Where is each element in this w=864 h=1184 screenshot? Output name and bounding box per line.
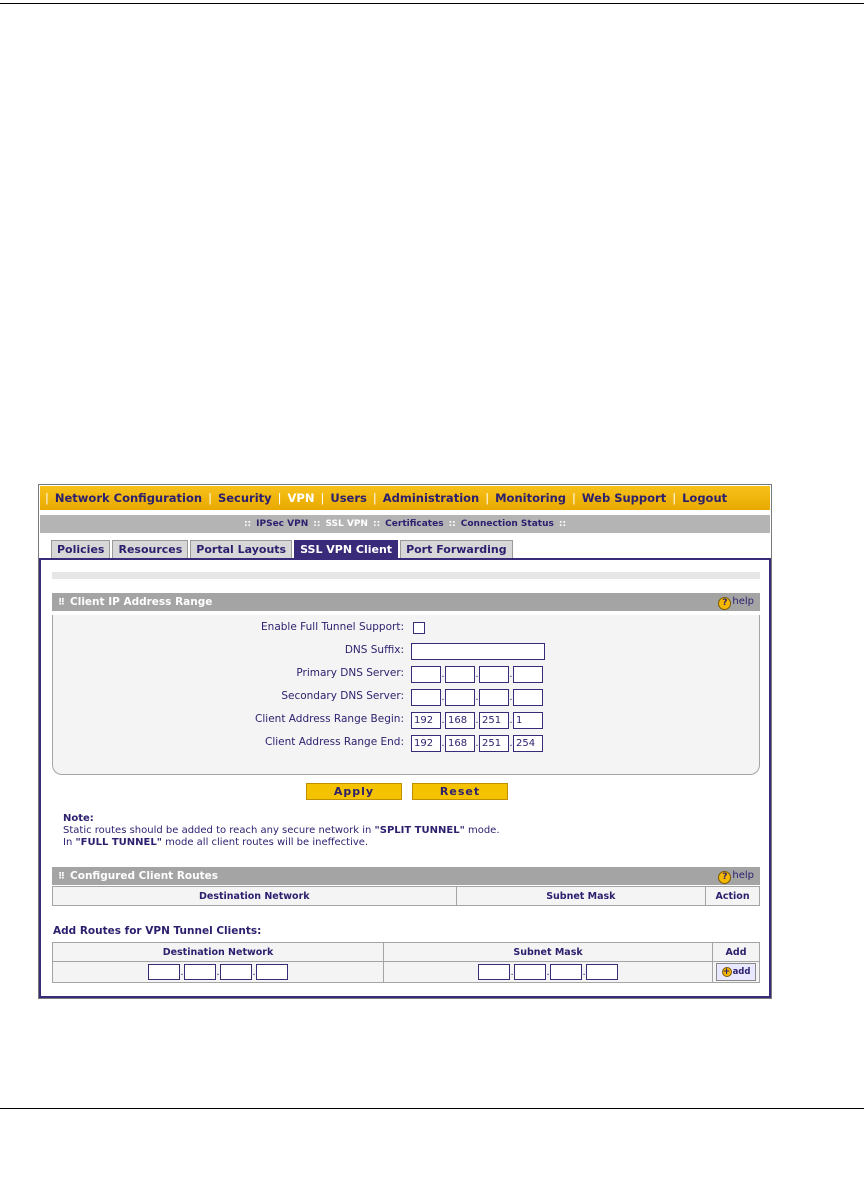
dest-network-octet-2[interactable] — [184, 964, 216, 980]
reset-button[interactable]: Reset — [412, 783, 508, 800]
secondary-dns-octet-2[interactable] — [445, 689, 475, 706]
subnav-connection-status[interactable]: Connection Status — [460, 519, 554, 529]
dns-suffix-row — [53, 642, 761, 660]
range-begin-octet-3[interactable] — [479, 712, 509, 729]
full-tunnel-row — [53, 619, 761, 637]
subnet-mask-octet-3[interactable] — [550, 964, 582, 980]
sub-nav: :: IPSec VPN :: SSL VPN :: Certificates :: Connection Status :: — [40, 515, 770, 533]
nav-administration[interactable]: Administration — [382, 491, 480, 505]
section-title: Configured Client Routes — [70, 870, 219, 882]
subnet-mask-octet-1[interactable] — [478, 964, 510, 980]
full-tunnel-checkbox[interactable] — [413, 622, 425, 634]
grip-icon: ⠿ — [58, 598, 65, 608]
nav-users[interactable]: Users — [330, 491, 367, 505]
help-icon: ? — [718, 871, 731, 884]
primary-dns-row: Primary DNS Server: . . . — [53, 665, 761, 683]
add-routes-title: Add Routes for VPN Tunnel Clients: — [53, 925, 262, 937]
primary-dns-octet-1[interactable] — [411, 666, 441, 683]
destination-network-cell: . . . — [53, 962, 384, 983]
subnav-ipsec-vpn[interactable]: IPSec VPN — [256, 519, 309, 529]
dns-suffix-label: DNS Suffix: — [344, 644, 404, 656]
secondary-dns-row: Secondary DNS Server: . . . — [53, 688, 761, 706]
client-ip-section-header — [52, 593, 760, 611]
note-line-1: Static routes should be added to reach any secure network in "SPLIT TUNNEL" mode. — [63, 825, 500, 836]
range-end-label: Client Address Range End: — [265, 736, 404, 748]
nav-logout[interactable]: Logout — [682, 491, 728, 505]
range-begin-octet-4[interactable] — [513, 712, 543, 729]
dest-network-octet-3[interactable] — [220, 964, 252, 980]
tab-bar — [51, 540, 513, 558]
column-header: Action — [706, 887, 760, 906]
note-heading: Note: — [63, 813, 94, 824]
nav-separator: | — [45, 491, 49, 505]
column-header: Subnet Mask — [456, 887, 706, 906]
nav-monitoring[interactable]: Monitoring — [495, 491, 567, 505]
help-link[interactable]: ? help — [718, 867, 754, 885]
primary-dns-octet-4[interactable] — [513, 666, 543, 683]
note-block — [63, 813, 500, 849]
add-routes-table — [52, 942, 760, 983]
primary-dns-label: Primary DNS Server: — [296, 667, 404, 679]
plus-icon: + — [722, 967, 731, 977]
subnet-mask-cell: . . . — [384, 962, 713, 983]
primary-dns-octet-3[interactable] — [479, 666, 509, 683]
main-nav: | Network Configuration | Security | VPN | Users | Administration | Monitoring | Web Support | Logout — [40, 486, 770, 510]
secondary-dns-label: Secondary DNS Server: — [281, 690, 404, 702]
grip-icon: ⠿ — [58, 872, 65, 882]
primary-dns-octet-2[interactable] — [445, 666, 475, 683]
apply-button[interactable]: Apply — [306, 783, 402, 800]
range-end-octet-2[interactable] — [445, 735, 475, 752]
range-end-row: Client Address Range End: 192 . 168 . 251 . 254 — [53, 734, 761, 752]
section-title: Client IP Address Range — [70, 596, 213, 608]
add-cell — [713, 962, 760, 983]
dest-network-octet-4[interactable] — [256, 964, 288, 980]
nav-network-configuration[interactable]: Network Configuration — [54, 491, 203, 505]
help-link[interactable]: ? help — [718, 593, 754, 611]
help-icon: ? — [718, 597, 731, 610]
add-route-button[interactable]: + add — [716, 963, 756, 981]
column-header: Add — [713, 943, 760, 962]
dest-network-octet-1[interactable] — [148, 964, 180, 980]
tab-port-forwarding[interactable]: Port Forwarding — [400, 540, 513, 558]
tab-resources[interactable]: Resources — [112, 540, 188, 558]
tab-portal-layouts[interactable]: Portal Layouts — [190, 540, 292, 558]
nav-vpn[interactable]: VPN — [287, 491, 315, 505]
secondary-dns-octet-3[interactable] — [479, 689, 509, 706]
range-begin-label: Client Address Range Begin: — [255, 713, 404, 725]
tab-ssl-vpn-client[interactable]: SSL VPN Client — [294, 540, 398, 558]
page-top-rule — [0, 3, 864, 4]
subnav-certificates[interactable]: Certificates — [385, 519, 444, 529]
column-header: Destination Network — [53, 943, 384, 962]
dns-suffix-input[interactable] — [411, 643, 545, 660]
range-end-octet-4[interactable] — [513, 735, 543, 752]
range-end-octet-3[interactable] — [479, 735, 509, 752]
full-tunnel-label: Enable Full Tunnel Support: — [261, 621, 404, 633]
column-header: Subnet Mask — [384, 943, 713, 962]
client-ip-form — [52, 615, 760, 775]
ssl-vpn-client-screenshot — [38, 484, 772, 999]
page-bottom-rule — [0, 1108, 864, 1109]
secondary-dns-octet-1[interactable] — [411, 689, 441, 706]
note-line-2: In "FULL TUNNEL" mode all client routes will be ineffective. — [63, 837, 369, 848]
subnet-mask-octet-2[interactable] — [514, 964, 546, 980]
status-bar — [52, 572, 760, 579]
range-begin-octet-1[interactable] — [411, 712, 441, 729]
range-end-octet-1[interactable] — [411, 735, 441, 752]
nav-security[interactable]: Security — [217, 491, 272, 505]
configured-routes-header — [52, 867, 760, 885]
subnav-ssl-vpn[interactable]: SSL VPN — [325, 519, 368, 529]
column-header: Destination Network — [53, 887, 457, 906]
range-begin-octet-2[interactable] — [445, 712, 475, 729]
secondary-dns-octet-4[interactable] — [513, 689, 543, 706]
configured-routes-table — [52, 886, 760, 906]
range-begin-row: Client Address Range Begin: 192 . 168 . 251 . 1 — [53, 711, 761, 729]
nav-web-support[interactable]: Web Support — [581, 491, 667, 505]
tab-policies[interactable]: Policies — [51, 540, 110, 558]
subnet-mask-octet-4[interactable] — [586, 964, 618, 980]
